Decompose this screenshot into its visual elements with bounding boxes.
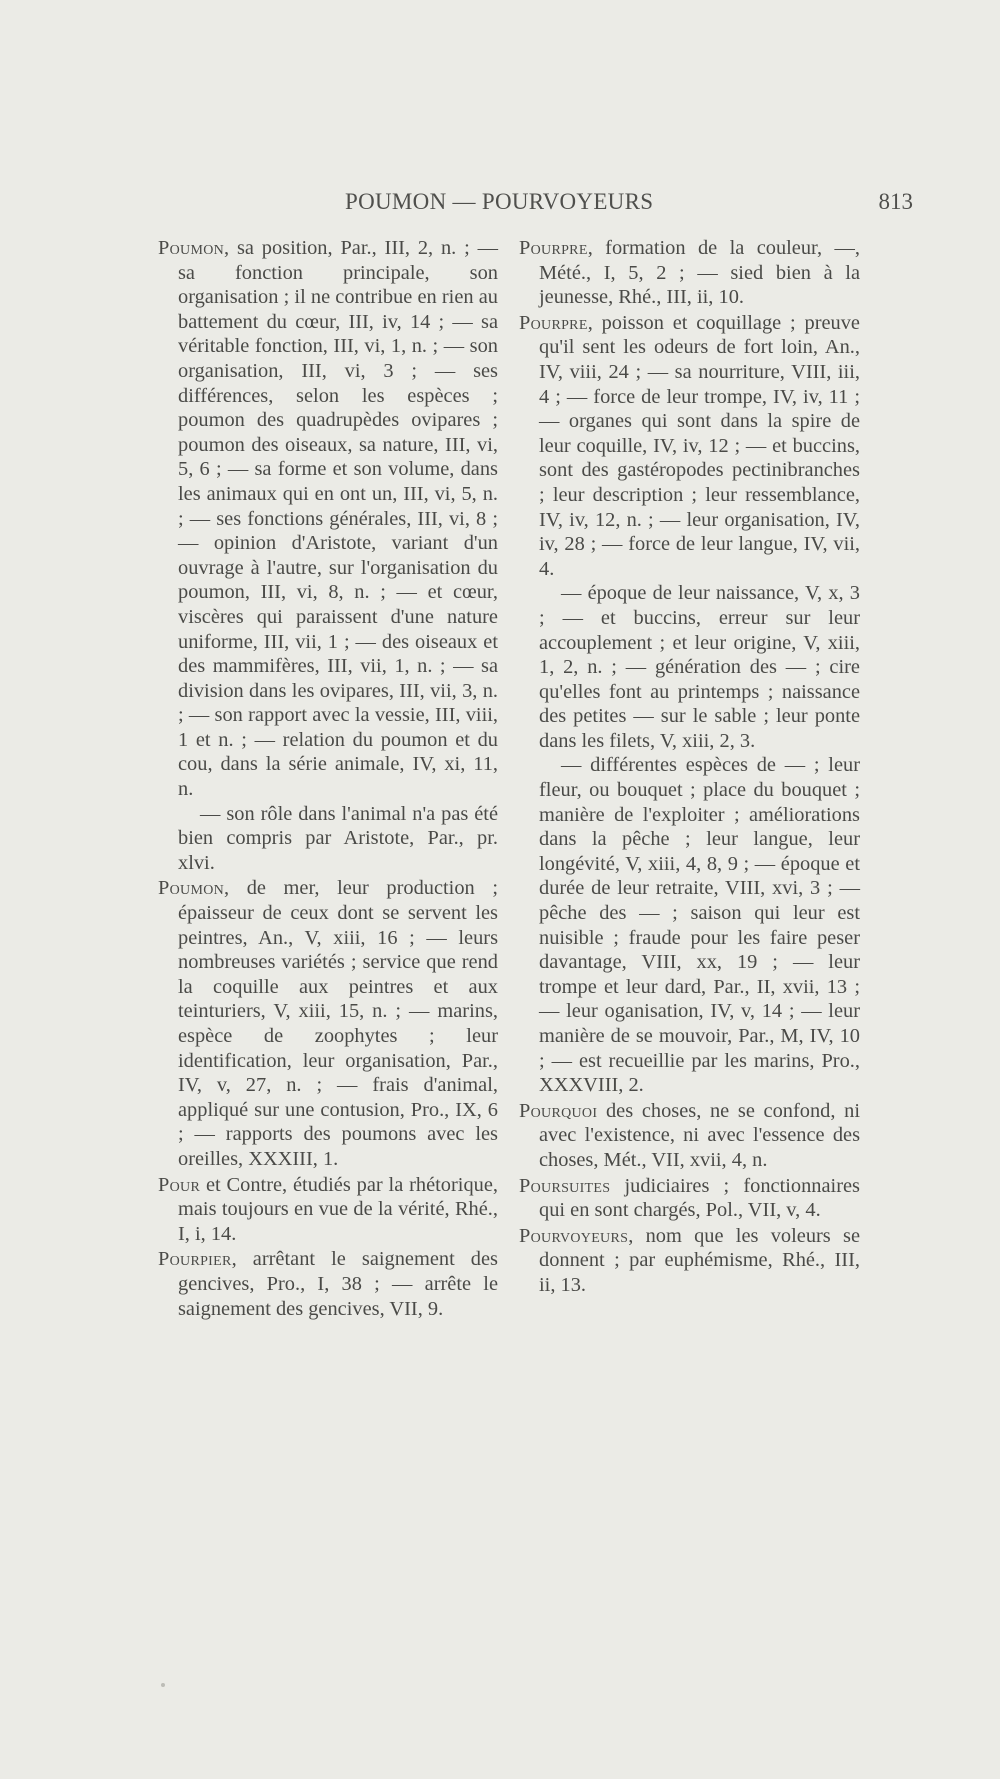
entry-continuation: — époque de leur naissance, V, x, 3 ; — et buccins, erreur sur leur accouplement ; et leur origine, V, xiii, 1, 2, n. ; — génération des — ; cire qu'elles font au printemps ; naissance des petites — sur le sable ; leur ponte dans les filets, V, xiii, 2, 3.	[539, 582, 860, 752]
entry-text: , arrêtant le saignement des gencives, Pro., I, 38 ; — arrête le saignement des gencives, VII, 9.	[178, 1248, 498, 1320]
index-entry	[519, 1224, 860, 1298]
page-title: POUMON — POURVOYEURS	[345, 189, 654, 214]
running-head	[0, 189, 1000, 217]
index-entry	[519, 1174, 860, 1223]
index-entry	[519, 1099, 860, 1173]
entry-headword: Pour	[158, 1173, 201, 1196]
index-entry	[519, 236, 860, 310]
entry-headword: Pourquoi	[519, 1099, 598, 1122]
entry-continuation: — différentes espèces de — ; leur fleur, ou bouquet ; place du bouquet ; manière de l'exploiter ; améliorations dans la pêche ; leur langue, leur longévité, V, xiii, 4, 8, 9 ; — époque et durée de leur retraite, VIII, xvi, 3 ; — pêche des — ; saison qui leur est nuisible ; fraude pour les faire peser davantage, VIII, xx, 19 ; — leur trompe et leur dard, Par., II, xvii, 13 ; — leur oganisation, IV, v, 14 ; — leur manière de se mouvoir, Par., M, IV, 10 ; — est recueillie par les marins, Pro., XXXVIII, 2.	[539, 754, 860, 1097]
entry-headword: Poursuites	[519, 1174, 611, 1197]
entry-headword: Poumon	[158, 237, 225, 259]
entry-text: et Contre, étudiés par la rhétorique, mais toujours en vue de la vérité, Rhé., I, i, 14.	[178, 1173, 498, 1245]
entry-text: , de mer, leur production ; épaisseur de ceux dont se servent les peintres, An., V, xiii, 16 ; — leurs nombreuses variétés ; service que rend la coquille aux peintres et aux teinturiers, V, xiii, 15, n. ; — marins, espèce de zoophytes ; leur identification, leur organisation, Par., IV, v, 27, n. ; — frais d'animal, appliqué sur une contusion, Pro., IX, 6 ; — rapports des poumons avec les oreilles, XXXIII, 1.	[178, 877, 498, 1170]
entry-text: judiciaires ; fonctionnaires qui en sont chargés, Pol., VII, v, 4.	[539, 1174, 860, 1222]
index-entry	[519, 311, 860, 1098]
entry-text: , sa position, Par., III, 2, n. ; — sa fonction principale, son organisation ; il ne contribue en rien au battement du cœur, III, iv, 14 ; — sa véritable fonction, III, vi, 1, n. ; — son organisation, III, vi, 3 ; — ses différences, selon les espèces ; poumon des quadrupèdes ovipares ; poumon des oiseaux, sa nature, III, vi, 5, 6 ; — sa forme et son volume, dans les animaux qui en ont un, III, vi, 5, n. ; — ses fonctions générales, III, vi, 8 ; — opinion d'Aristote, variant d'un ouvrage à l'autre, sur l'organisation du poumon, III, vi, 8, n. ; — et cœur, viscères qui paraissent d'une nature uniforme, III, vii, 1 ; — des oiseaux et des mammifères, III, vii, 1, n. ; — sa division dans les ovipares, III, vii, 3, n. ; — son rapport avec la vessie, III, viii, 1 et n. ; — relation du poumon et du cou, dans la série animale, IV, xi, 11, n.	[178, 237, 498, 801]
entry-text: des choses, ne se confond, ni avec l'existence, ni avec l'essence des choses, Mét., VII, xvii, 4, n.	[539, 1099, 860, 1171]
paper-speck	[161, 1683, 165, 1687]
entry-text: , nom que les voleurs se donnent ; par euphémisme, Rhé., III, ii, 13.	[539, 1224, 860, 1296]
index-entry	[158, 236, 498, 875]
page-number: 813	[878, 189, 913, 214]
index-entry	[158, 1247, 498, 1321]
index-entry	[158, 876, 498, 1171]
entry-headword: Pourpre	[519, 311, 588, 334]
entry-continuation: — son rôle dans l'animal n'a pas été bien compris par Aristote, Par., pr. xlvi.	[178, 802, 498, 874]
entry-headword: Pourpier	[158, 1248, 232, 1271]
entry-headword: Pourpre	[519, 237, 588, 259]
entry-headword: Pourvoyeurs	[519, 1224, 629, 1247]
index-entry	[158, 1173, 498, 1247]
entry-text: , poisson et coquillage ; preuve qu'il sent les odeurs de fort loin, An., IV, viii, 24 ; — sa nourriture, VIII, iii, 4 ; — force de leur trompe, IV, iv, 11 ; — organes qui sont dans la spire de leur coquille, IV, iv, 12 ; — et buccins, sont des gastéropodes pectinibranches ; leur description ; leur ressemblance, IV, iv, 12, n. ; — leur organisation, IV, iv, 28 ; — force de leur langue, IV, vii, 4.	[539, 311, 860, 580]
entry-text: , formation de la couleur, —, Mété., I, 5, 2 ; — sied bien à la jeunesse, Rhé., III, ii, 10.	[539, 237, 860, 309]
right-column	[519, 236, 860, 1299]
entry-headword: Poumon	[158, 877, 225, 900]
left-column	[158, 236, 498, 1322]
